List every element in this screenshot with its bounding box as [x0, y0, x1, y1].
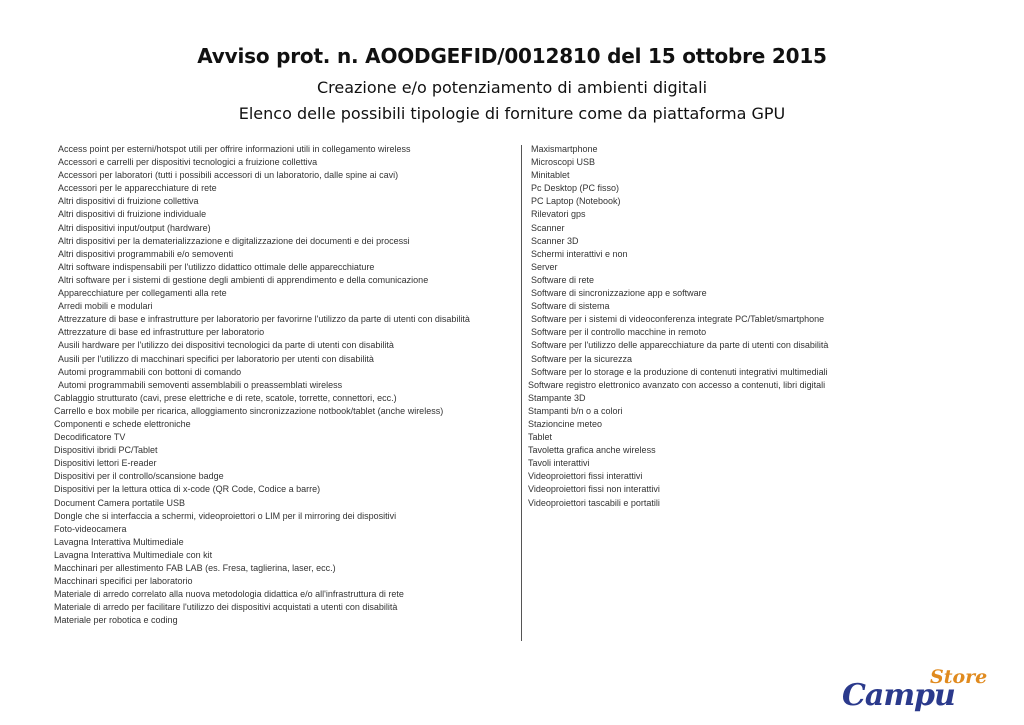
list-item: Software di sincronizzazione app e software	[531, 288, 707, 299]
list-item: Altri dispositivi di fruizione collettiva	[58, 196, 199, 207]
list-item: Materiale di arredo per facilitare l'utilizzo dei dispositivi acquistati a utenti con disabilità	[54, 602, 398, 613]
list-item: PC Laptop (Notebook)	[531, 196, 621, 207]
list-item: Rilevatori gps	[531, 209, 586, 220]
list-item: Scanner	[531, 222, 565, 233]
list-item: Decodificatore TV	[54, 432, 126, 443]
list-item: Dispositivi ibridi PC/Tablet	[54, 445, 158, 456]
list-item: Materiale per robotica e coding	[54, 615, 178, 626]
list-item: Macchinari per allestimento FAB LAB (es. Fresa, taglierina, laser, ecc.)	[54, 563, 336, 573]
list-item: Schermi interattivi e non	[531, 248, 628, 259]
list-item: Altri dispositivi input/output (hardware)	[58, 222, 211, 233]
list-item: Automi programmabili semoventi assemblabili o preassemblati wireless	[58, 379, 343, 390]
list-item: Macchinari specifici per laboratorio	[54, 576, 193, 587]
list-item: Ausili per l'utilizzo di macchinari specifici per laboratorio per utenti con disabilità	[58, 353, 374, 364]
list-item: Software per la sicurezza	[531, 353, 633, 364]
list-item: Dongle che si interfaccia a schermi, videoproiettori o LIM per il mirroring dei dispositivi	[54, 510, 397, 521]
list-item: Access point per esterni/hotspot utili per offrire informazioni utili in collegamento wireless	[58, 144, 411, 154]
list-item: Tavoli interattivi	[528, 458, 590, 469]
list-item: Altri software indispensabili per l'utilizzo didattico ottimale delle apparecchiature	[58, 261, 375, 272]
list-item: Videoproiettori tascabili e portatili	[528, 497, 660, 508]
list-item: Apparecchiature per collegamenti alla rete	[58, 288, 227, 299]
list-item: Software di sistema	[531, 301, 610, 312]
list-item: Lavagna Interattiva Multimediale con kit	[54, 549, 213, 560]
list-item: Dispositivi per la lettura ottica di x-code (QR Code, Codice a barre)	[54, 484, 321, 495]
list-item: Videoproiettori fissi non interattivi	[528, 484, 660, 495]
document-subtitle-1: Creazione e/o potenziamento di ambienti digitali	[316, 78, 708, 97]
list-item: Componenti e schede elettroniche	[54, 418, 191, 429]
logo-text-accent: Store	[930, 666, 988, 688]
list-item: Software per il controllo macchine in remoto	[531, 327, 707, 338]
list-item: Tavoletta grafica anche wireless	[528, 445, 656, 456]
list-item: Minitablet	[531, 170, 570, 181]
campustore-logo	[842, 664, 992, 720]
list-item: Carrello e box mobile per ricarica, alloggiamento sincronizzazione notbook/tablet (anche wireless)	[54, 405, 444, 416]
list-item: Stampanti b/n o a colori	[528, 405, 623, 416]
list-item: Software registro elettronico avanzato con accesso a contenuti, libri digitali	[528, 379, 826, 390]
document-title: Avviso prot. n. AOODGEFID/0012810 del 15 ottobre 2015	[197, 44, 827, 68]
list-item: Altri dispositivi per la dematerializzazione e digitalizzazione dei documenti e dei processi	[58, 235, 410, 246]
list-item: Materiale di arredo correlato alla nuova metodologia didattica e/o all'infrastruttura di rete	[54, 589, 404, 600]
logo-text-main: Campu	[842, 678, 955, 713]
document-subtitle-2: Elenco delle possibili tipologie di forniture come da piattaforma GPU	[238, 104, 786, 123]
list-item: Stampante 3D	[528, 392, 586, 403]
list-item: Automi programmabili con bottoni di comando	[58, 366, 242, 377]
list-item: Software per lo storage e la produzione di contenuti integrativi multimediali	[531, 366, 828, 377]
list-item: Software per i sistemi di videoconferenza integrate PC/Tablet/smartphone	[531, 314, 825, 325]
list-item: Software per l'utilizzo delle apparecchiature da parte di utenti con disabilità	[531, 340, 829, 351]
list-item: Document Camera portatile USB	[54, 497, 186, 508]
list-item: Altri software per i sistemi di gestione degli ambienti di apprendimento e della comunicazione	[58, 274, 429, 285]
list-item: Videoproiettori fissi interattivi	[528, 471, 643, 482]
list-item: Cablaggio strutturato (cavi, prese elettriche e di rete, scatole, torrette, connettori, ecc.)	[54, 392, 397, 403]
list-item: Tablet	[528, 432, 553, 443]
supply-list-right	[528, 143, 868, 510]
list-item: Microscopi USB	[531, 157, 596, 168]
list-item: Accessori per laboratori (tutti i possibili accessori di un laboratorio, dalle spine ai cavi)	[58, 170, 399, 181]
list-item: Accessori per le apparecchiature di rete	[58, 183, 217, 194]
list-item: Altri dispositivi di fruizione individuale	[58, 209, 207, 220]
list-item: Lavagna Interattiva Multimediale	[54, 536, 184, 547]
list-item: Foto-videocamera	[54, 523, 127, 534]
supply-list-left	[54, 143, 519, 627]
list-item: Dispositivi lettori E-reader	[54, 458, 157, 469]
list-item: Attrezzature di base ed infrastrutture per laboratorio	[58, 327, 265, 338]
list-item: Stazioncine meteo	[528, 418, 603, 429]
list-item: Altri dispositivi programmabili e/o semoventi	[58, 248, 234, 259]
list-item: Attrezzature di base e infrastrutture per laboratorio per favorirne l'utilizzo da parte di utenti con disabilità	[58, 314, 470, 325]
list-item: Scanner 3D	[531, 235, 579, 246]
list-item: Arredi mobili e modulari	[58, 301, 153, 312]
list-item: Dispositivi per il controllo/scansione badge	[54, 471, 224, 482]
list-item: Pc Desktop (PC fisso)	[531, 183, 620, 194]
list-item: Server	[531, 261, 558, 272]
list-item: Software di rete	[531, 274, 595, 285]
column-divider	[521, 145, 522, 641]
list-item: Ausili hardware per l'utilizzo dei dispositivi tecnologici da parte di utenti con disabilità	[58, 340, 394, 351]
list-item: Maxismartphone	[531, 144, 598, 154]
list-item: Accessori e carrelli per dispositivi tecnologici a fruizione collettiva	[58, 157, 318, 168]
